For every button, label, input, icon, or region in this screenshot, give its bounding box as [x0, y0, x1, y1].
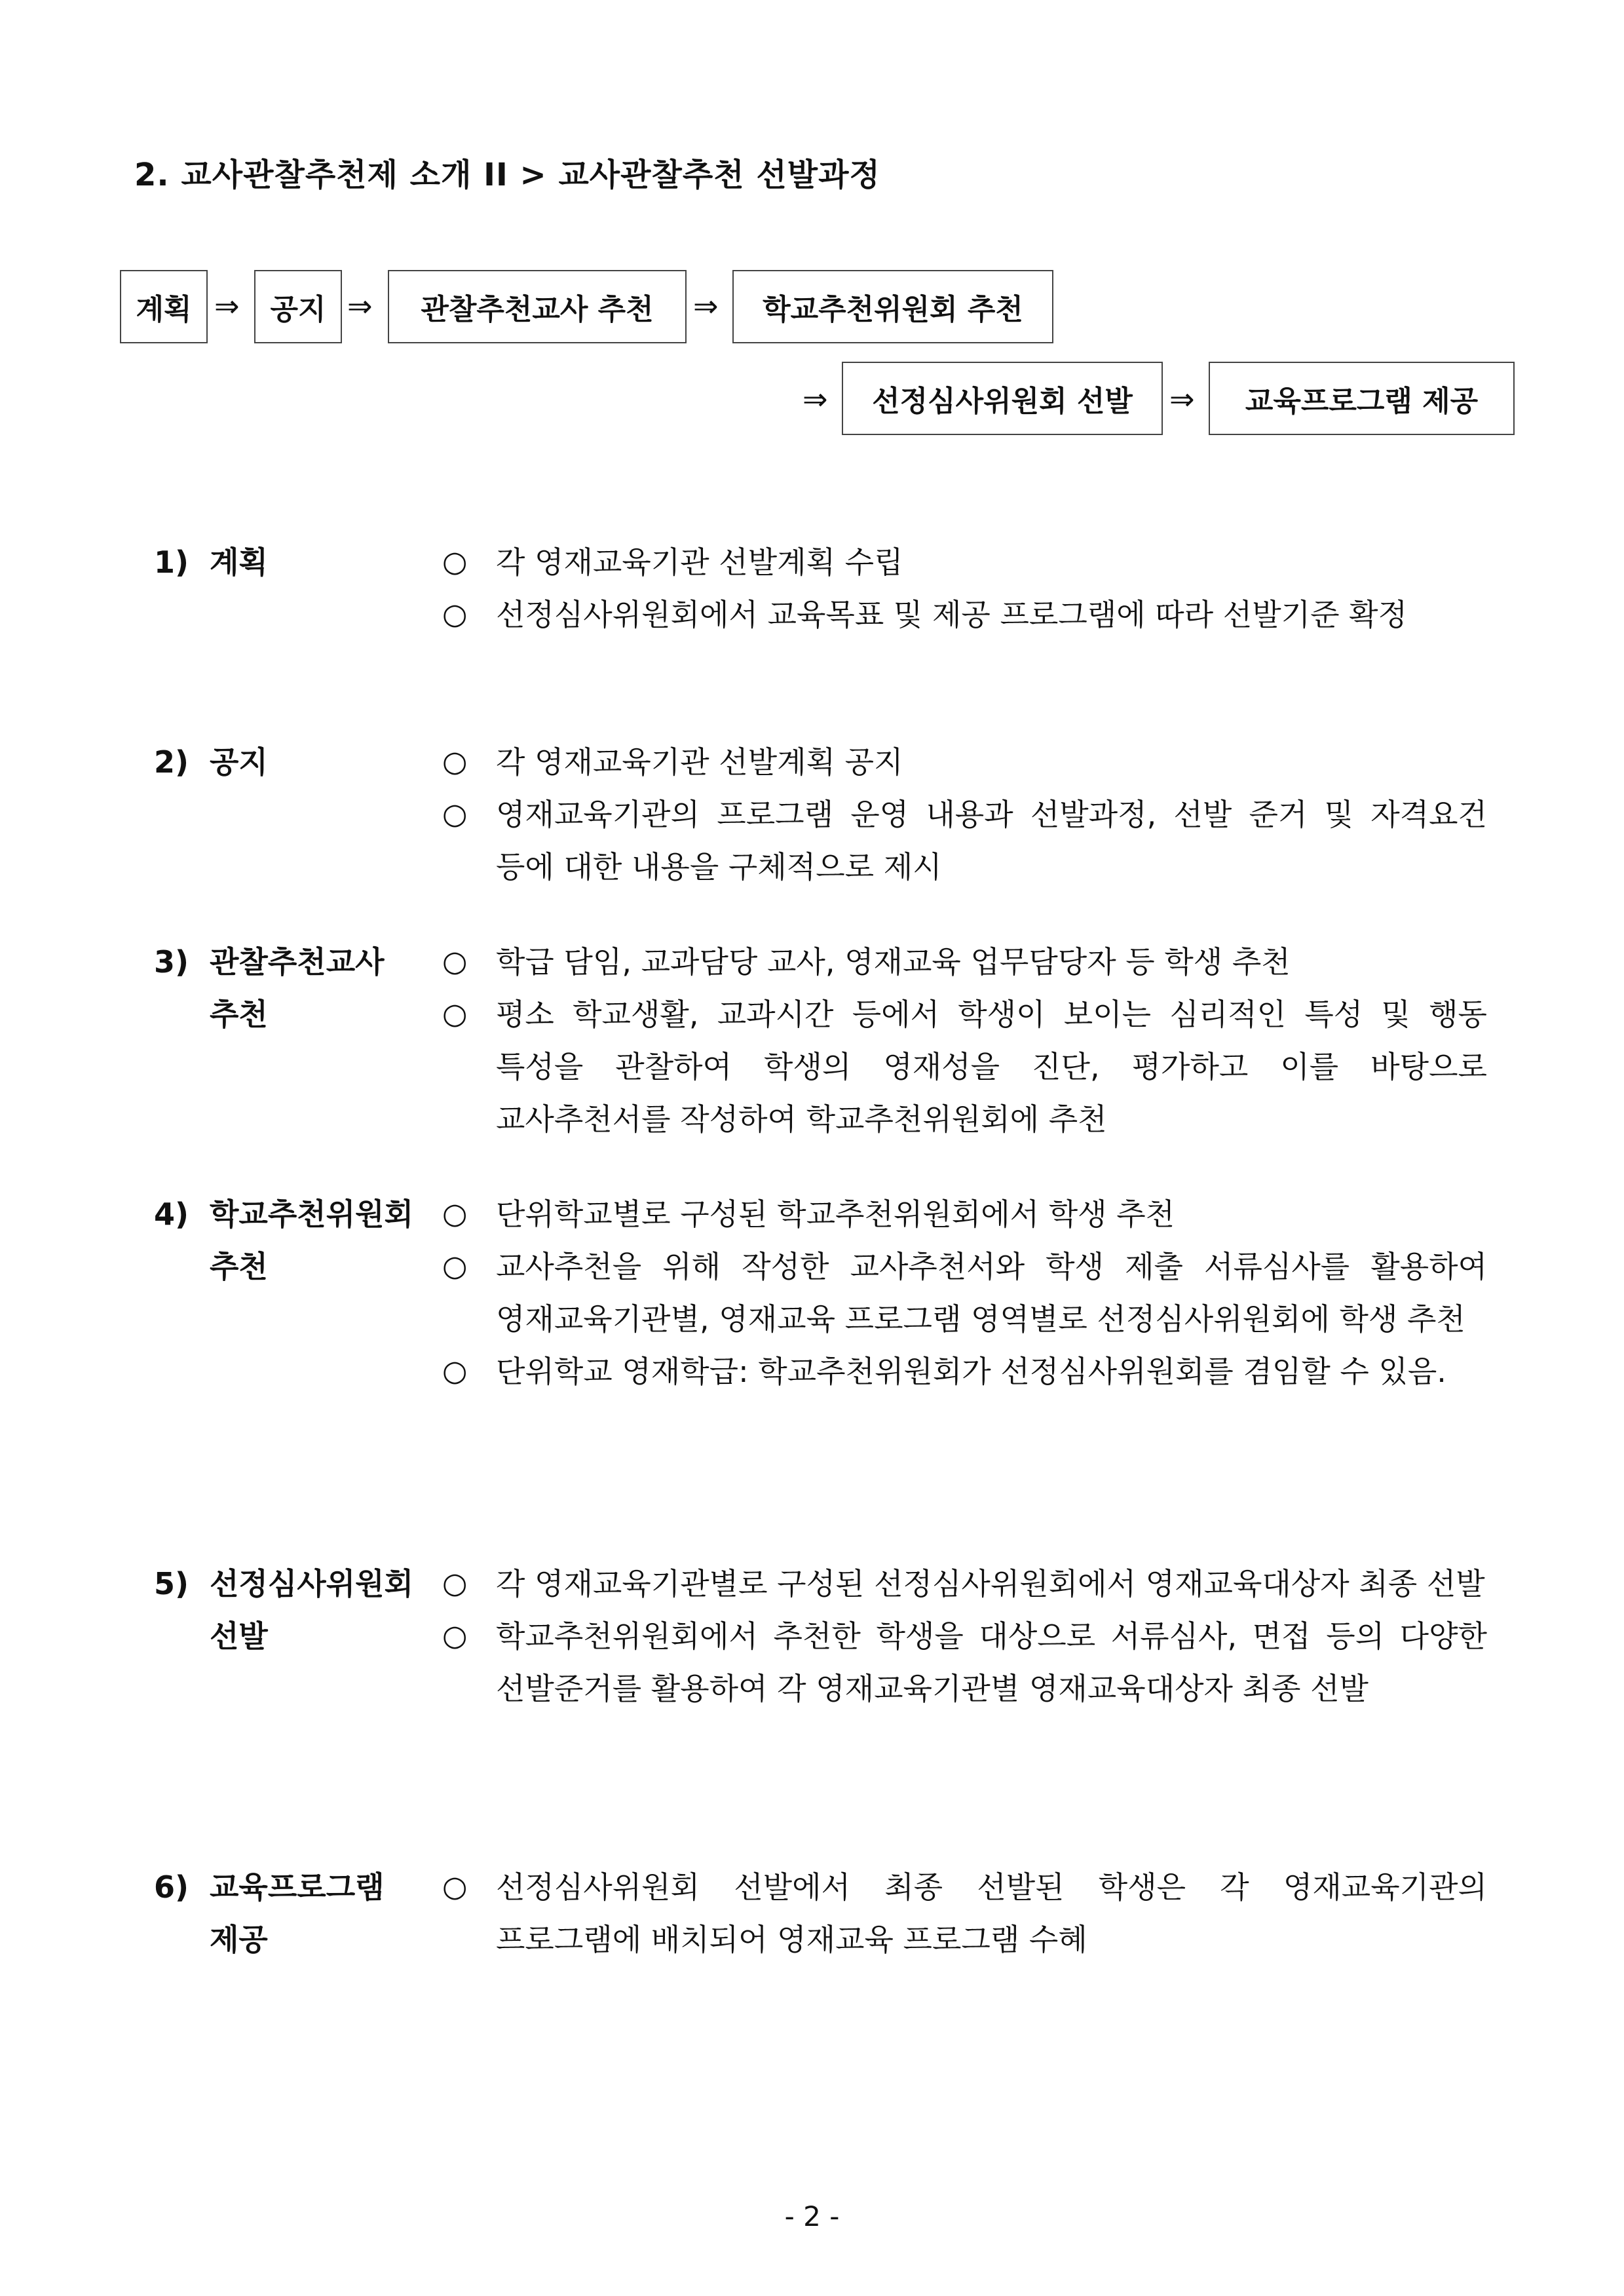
section-number: 1): [154, 545, 189, 580]
flow-step-screening-committee: 선정심사위원회 선발: [842, 362, 1163, 435]
section-items: [442, 936, 1487, 1145]
flow-step-school-committee: 학교추천위원회 추천: [732, 270, 1053, 343]
section-title-line: 계획: [210, 545, 268, 580]
section-title-line: 제공: [210, 1922, 268, 1957]
section-title-line: 관찰추천교사: [210, 944, 385, 980]
section-items: [442, 536, 1487, 641]
page-number: - 2 -: [784, 2200, 840, 2232]
circle-bullet-icon: ○: [442, 1567, 468, 1600]
list-item: [442, 1558, 1487, 1610]
list-item: [442, 1240, 1487, 1345]
circle-bullet-icon: ○: [442, 1354, 468, 1388]
list-item: [442, 788, 1487, 893]
item-text: 단위학교별로 구성된 학교추천위원회에서 학생 추천: [496, 1196, 1175, 1232]
list-item: [442, 736, 1487, 788]
item-text: 평소 학교생활, 교과시간 등에서 학생이 보이는 심리적인 특성 및 행동 특성을 관찰하여 학생의 영재성을 진단, 평가하고 이를 바탕으로 교사추천서를 작성하여 학교추천위원회에 추천: [496, 997, 1487, 1137]
section-title: [210, 536, 436, 588]
item-text: 학교추천위원회에서 추천한 학생을 대상으로 서류심사, 면접 등의 다양한 선발준거를 활용하여 각 영재교육기관별 영재교육대상자 최종 선발: [496, 1618, 1487, 1706]
item-text: 선정심사위원회 선발에서 최종 선발된 학생은 각 영재교육기관의 프로그램에 배치되어 영재교육 프로그램 수혜: [496, 1869, 1487, 1957]
circle-bullet-icon: ○: [442, 945, 468, 978]
flow-arrow: ⇒: [347, 288, 373, 324]
section-title-line: 공지: [210, 744, 268, 780]
item-text: 영재교육기관의 프로그램 운영 내용과 선발과정, 선발 준거 및 자격요건 등에 대한 내용을 구체적으로 제시: [496, 797, 1487, 885]
item-text: 선정심사위원회에서 교육목표 및 제공 프로그램에 따라 선발기준 확정: [496, 597, 1407, 632]
section-title: [210, 936, 436, 1041]
section-title: [210, 1558, 436, 1662]
flow-step-teacher-recommend: 관찰추천교사 추천: [388, 270, 687, 343]
section-title: [210, 1861, 436, 1966]
section-items: [442, 1558, 1487, 1715]
circle-bullet-icon: ○: [442, 745, 468, 778]
section-title: [210, 1188, 436, 1293]
list-item: [442, 536, 1487, 588]
flow-arrow: ⇒: [693, 288, 719, 324]
section-title-line: 선발: [210, 1618, 268, 1654]
page-heading: 2. 교사관찰추천제 소개 II > 교사관찰추천 선발과정: [134, 157, 880, 193]
circle-bullet-icon: ○: [442, 797, 468, 831]
section-items: [442, 1188, 1487, 1398]
flow-step-notice: 공지: [254, 270, 342, 343]
item-text: 각 영재교육기관별로 구성된 선정심사위원회에서 영재교육대상자 최종 선발: [496, 1566, 1485, 1601]
circle-bullet-icon: ○: [442, 997, 468, 1031]
item-text: 각 영재교육기관 선발계획 공지: [496, 744, 903, 780]
section-title-line: 추천: [210, 1249, 268, 1284]
section-title: [210, 736, 436, 788]
list-item: [442, 1861, 1487, 1966]
flow-arrow: ⇒: [803, 381, 828, 417]
list-item: [442, 1188, 1487, 1240]
section-title-line: 추천: [210, 997, 268, 1032]
list-item: [442, 936, 1487, 988]
section-number: 2): [154, 744, 189, 780]
list-item: [442, 1345, 1487, 1398]
section-number: 5): [154, 1566, 189, 1601]
flow-arrow: ⇒: [214, 288, 240, 324]
circle-bullet-icon: ○: [442, 1870, 468, 1904]
circle-bullet-icon: ○: [442, 598, 468, 631]
flow-arrow: ⇒: [1169, 381, 1195, 417]
section-title-line: 학교추천위원회: [210, 1196, 414, 1232]
section-title-line: 교육프로그램: [210, 1869, 385, 1905]
circle-bullet-icon: ○: [442, 545, 468, 579]
section-number: 6): [154, 1869, 189, 1905]
section-title-line: 선정심사위원회: [210, 1566, 414, 1601]
item-text: 각 영재교육기관 선발계획 수립: [496, 545, 903, 580]
section-number: 4): [154, 1196, 189, 1232]
list-item: [442, 988, 1487, 1145]
item-text: 교사추천을 위해 작성한 교사추천서와 학생 제출 서류심사를 활용하여 영재교육기관별, 영재교육 프로그램 영역별로 선정심사위원회에 학생 추천: [496, 1249, 1487, 1337]
section-number: 3): [154, 944, 189, 980]
flow-step-program: 교육프로그램 제공: [1209, 362, 1515, 435]
list-item: [442, 1610, 1487, 1715]
circle-bullet-icon: ○: [442, 1250, 468, 1283]
flow-step-plan: 계획: [120, 270, 208, 343]
circle-bullet-icon: ○: [442, 1619, 468, 1653]
circle-bullet-icon: ○: [442, 1197, 468, 1231]
section-items: [442, 1861, 1487, 1966]
list-item: [442, 588, 1487, 641]
item-text: 단위학교 영재학급: 학교추천위원회가 선정심사위원회를 겸임할 수 있음.: [496, 1354, 1446, 1389]
item-text: 학급 담임, 교과담당 교사, 영재교육 업무담당자 등 학생 추천: [496, 944, 1291, 980]
section-items: [442, 736, 1487, 893]
